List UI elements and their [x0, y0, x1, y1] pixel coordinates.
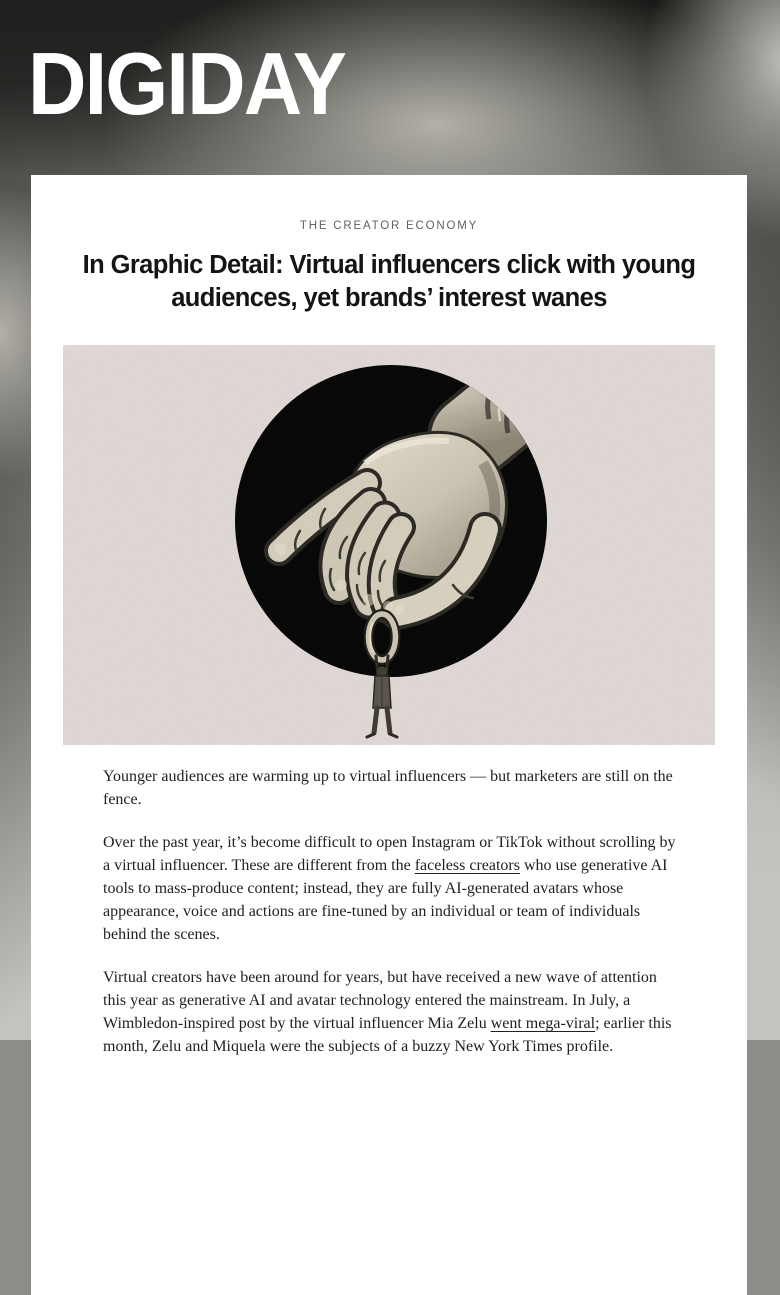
article-card [31, 175, 747, 1295]
grain-texture [63, 345, 715, 745]
inline-link[interactable]: went mega-viral [490, 1015, 596, 1032]
article-body [103, 765, 678, 1058]
digiday-logo[interactable]: DIGIDAY [28, 34, 346, 133]
hero-illustration [63, 345, 715, 745]
article-paragraph [103, 765, 678, 811]
text-segment: who use generative AI tools to mass-produce content; instead, they are fully AI-generated avatars whose appearance, voice and actions are fine-tuned by an individual or team of individuals behind the scenes. [103, 857, 668, 943]
category-row [31, 216, 747, 234]
text-segment: ; earlier this month, Zelu and Miquela were the subjects of a buzzy New York Times profile. [103, 1015, 672, 1055]
article-paragraph [103, 831, 678, 946]
category-eyebrow[interactable]: THE CREATOR ECONOMY [299, 220, 479, 232]
site-header [0, 0, 780, 175]
text-segment: Virtual creators have been around for years, but have received a new wave of attention this year as generative AI and avatar technology entered the mainstream. In July, a Wimbledon-inspired post by the virtual influencer Mia Zelu [103, 969, 657, 1032]
hero-image [63, 345, 715, 745]
article-paragraph [103, 966, 678, 1058]
article-headline: In Graphic Detail: Virtual influencers click with young audiences, yet brands’ interest wanes [82, 251, 696, 312]
inline-link[interactable]: faceless creators [414, 857, 520, 874]
text-segment: Younger audiences are warming up to virtual influencers — but marketers are still on the fence. [103, 768, 673, 808]
text-segment: Over the past year, it’s become difficult to open Instagram or TikTok without scrolling by a virtual influencer. These are different from the [103, 834, 676, 874]
